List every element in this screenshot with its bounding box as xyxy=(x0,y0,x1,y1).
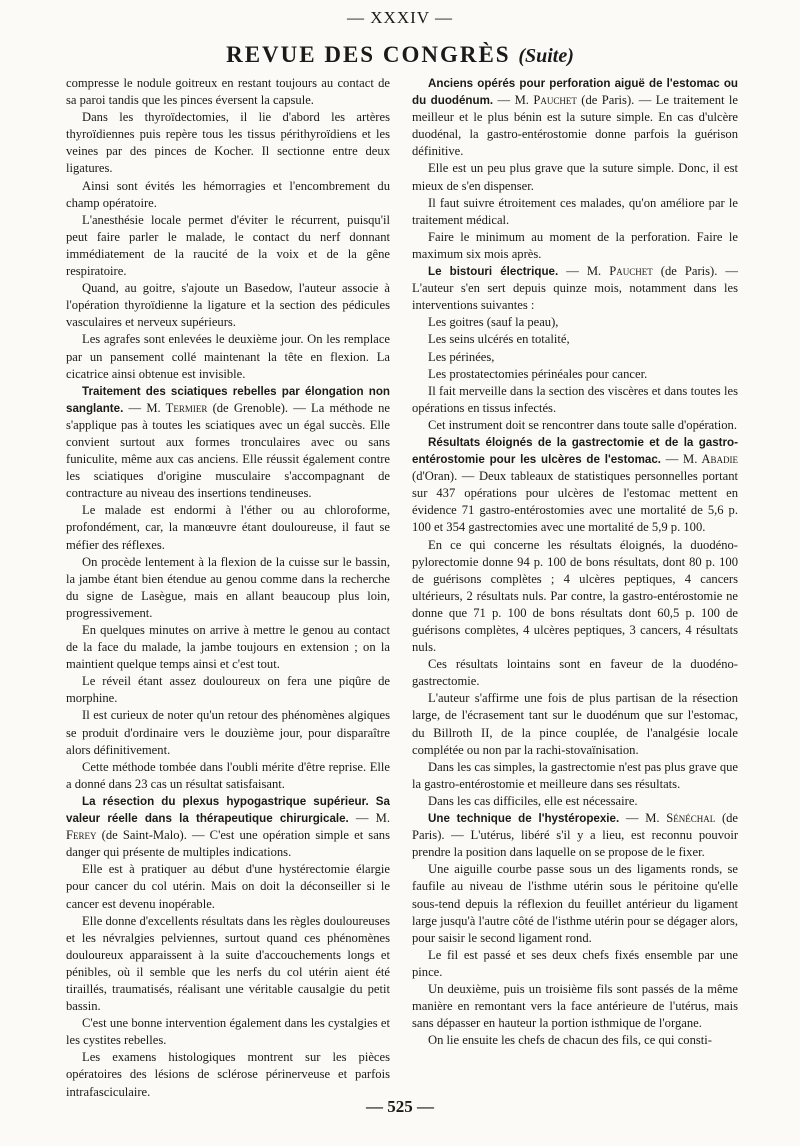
paragraph-text: C'est une opération simple et sans danger qui présente de multiples indications. xyxy=(66,828,390,860)
author-name: M. Pauchet xyxy=(586,264,653,279)
paragraph: Dans les cas simples, la gastrectomie n'est pas plus grave que la gastro-entérostomie et meilleure dans ses résultats. xyxy=(412,759,738,791)
paragraph: Le malade est endormi à l'éther ou au chloroforme, profondément, car, la manœuvre étant douloureuse, il faut se méfier des réflexes. xyxy=(66,503,390,552)
author-place: (de Paris). xyxy=(412,811,739,843)
author-name: M. Sénéchal xyxy=(645,811,716,826)
author-place: (de Grenoble). xyxy=(212,400,289,415)
paragraph: On lie ensuite les chefs de chacun des fils, ce qui consti- xyxy=(428,1033,712,1048)
paragraph: Dans les cas difficiles, elle est nécessaire. xyxy=(428,793,638,808)
section-paragraph: Traitement des sciatiques rebelles par élongation non sanglante. — M. Termier (de Grenoble). — La méthode ne s'applique pas à toutes les sciatiques avec un égal succès. Elle convient surtout aux formes tronculaires avec ou sans funiculite, même aux cas anciens. Elle réussit également contre les sciatiques d'origine musculaire s'accompagnant de contracture au niveau des insertions tendineuses. xyxy=(66,384,390,501)
author-place: (de Paris). xyxy=(581,93,635,108)
page-number: — 525 — xyxy=(366,1097,434,1116)
paragraph: C'est une bonne intervention également dans les cystalgies et les cystites rebelles. xyxy=(66,1016,390,1048)
author-name: M. Pauchet xyxy=(514,93,577,108)
list-item: Les périnées, xyxy=(428,349,495,364)
paragraph-text: La méthode ne s'applique pas à toutes les sciatiques avec un égal succès. Elle convient surtout aux formes tronculaires avec ou sans funiculite, même aux cas anciens. Elle réussit également contre les sciatiques d'origine musculaire s'accompagnant de contracture au niveau des insertions tendineuses. xyxy=(66,400,390,501)
paragraph: Le réveil étant assez douloureux on fera une piqûre de morphine. xyxy=(66,674,390,706)
page-title-suite: (Suite) xyxy=(518,45,574,67)
author-place: (de Saint-Malo). xyxy=(101,828,187,843)
paragraph: Les agrafes sont enlevées le deuxième jour. On les remplace par un pansement collé maintenant la tête en flexion. La cicatrice ainsi obtenue est invisible. xyxy=(66,332,390,381)
paragraph: Il est curieux de noter qu'un retour des phénomènes algiques se produit d'ordinaire vers le douzième jour, pour disparaître alors définitivement. xyxy=(66,708,390,757)
paragraph: En quelques minutes on arrive à mettre le genou au contact de la face du malade, la jambe toujours en extension ; on la maintient quelque temps ainsi et c'est tout. xyxy=(66,623,390,672)
section-heading: Résultats éloignés de la gastrectomie et de la gastro-entérostomie pour les ulcères de l'estomac. xyxy=(412,435,738,467)
right-column xyxy=(412,75,738,1085)
section-heading: La résection du plexus hypogastrique supérieur. Sa valeur réelle dans la thérapeutique chirurgicale. xyxy=(66,794,390,826)
list-item: Les seins ulcérés en totalité, xyxy=(428,332,570,347)
author-name: M. Termier xyxy=(146,400,208,415)
author-name: M. Ferey xyxy=(66,811,390,843)
paragraph: Le fil est passé et ses deux chefs fixés ensemble par une pince. xyxy=(412,947,738,979)
section-heading: Le bistouri électrique. xyxy=(428,265,559,279)
section-heading: Une technique de l'hystéropexie. xyxy=(428,812,620,826)
page-title xyxy=(0,42,800,68)
section-paragraph: Résultats éloignés de la gastrectomie et de la gastro-entérostomie pour les ulcères de l'estomac. — M. Abadie (d'Oran). — Deux tableaux de statistiques personnelles portant sur 437 opérations pour ulcères de l'estomac mettent en évidence 71 gastro-entérostomies avec une mortalité de 5,6 p. 100 et 354 gastrectomies avec une mortalité de 5,9 p. 100. xyxy=(412,435,738,535)
paragraph: Elle donne d'excellents résultats dans les règles douloureuses et les névralgies pelviennes, surtout quand ces phénomènes douloureux apparaissent à la suite d'accouchements longs et pénibles, où il semble que les nerfs du col utérin aient été tiraillés, traumatisés, réalisant une véritable causalgie du petit bassin. xyxy=(66,913,390,1014)
section-paragraph: Le bistouri électrique. — M. Pauchet (de Paris). — L'auteur s'en sert depuis quinze mois, notamment dans les interventions suivantes : xyxy=(412,264,739,313)
section-paragraph: La résection du plexus hypogastrique supérieur. Sa valeur réelle dans la thérapeutique chirurgicale. — M. Ferey (de Saint-Malo). — C'est une opération simple et sans danger qui présente de multiples indications. xyxy=(66,794,390,860)
paragraph: Une aiguille courbe passe sous un des ligaments ronds, se faufile au niveau de l'isthme utérin sous le péritoine qu'elle sous-tend depuis la réflexion du feuillet antérieur du ligament large jusqu'à l'autre côté de l'isthme utérin pour se dégager alors, pour saisir le second ligament rond. xyxy=(412,862,738,945)
paragraph: Faire le minimum au moment de la perforation. Faire le maximum six mois après. xyxy=(412,229,738,261)
paragraph: Elle est à pratiquer au début d'une hystérectomie élargie pour cancer du col utérin. Mais on doit la déconseiller si le cancer est devenu inopérable. xyxy=(66,862,390,911)
author-place: (d'Oran). xyxy=(412,469,458,484)
author-place: (de Paris). xyxy=(660,264,718,279)
list-item: Les goitres (sauf la peau), xyxy=(428,315,559,330)
left-column xyxy=(66,75,390,1099)
paragraph: Cette méthode tombée dans l'oubli mérite d'être reprise. Elle a donné dans 23 cas un résultat satisfaisant. xyxy=(66,759,390,791)
paragraph: Ainsi sont évités les hémorragies et l'encombrement du champ opératoire. xyxy=(66,178,390,210)
paragraph: L'anesthésie locale permet d'éviter le récurrent, puisqu'il peut faire parler le malade, le contact du nerf donnant immédiatement de la raucité de la voix et de la gêne respiratoire. xyxy=(66,212,390,279)
paragraph: Elle est un peu plus grave que la suture simple. Donc, il est mieux de s'en dispenser. xyxy=(412,161,738,193)
paragraph-text: L'utérus, libéré s'il y a lieu, est reconnu pouvoir prendre la position dans laquelle on se propose de le fixer. xyxy=(412,828,739,860)
paragraph: Il faut suivre étroitement ces malades, qu'on améliore par le traitement médical. xyxy=(412,195,738,227)
section-paragraph: Anciens opérés pour perforation aiguë de l'estomac ou du duodénum. — M. Pauchet (de Paris). — Le traitement le meilleur et le plus bénin est la suture simple. En cas d'ulcère duodénal, la gastro-entérostomie donne parfois la guérison définitive. xyxy=(412,77,738,159)
paragraph: compresse le nodule goitreux en restant toujours au contact de sa paroi tandis que les pinces éversent la capsule. xyxy=(66,76,390,108)
page-section-number: — XXXIV — xyxy=(347,8,453,27)
section-paragraph: Une technique de l'hystéropexie. — M. Sénéchal (de Paris). — L'utérus, libéré s'il y a lieu, est reconnu pouvoir prendre la position dans laquelle on se propose de le fixer. xyxy=(412,811,739,860)
list-item: Les prostatectomies périnéales pour cancer. xyxy=(428,366,648,381)
paragraph: Dans les thyroïdectomies, il lie d'abord les artères thyroïdiennes puis repère tous les tissus périthyroïdiens et les veines par des pinces de Kocher. Il sectionne entre deux ligatures. xyxy=(66,110,390,176)
section-heading: Traitement des sciatiques rebelles par élongation non sanglante. xyxy=(66,384,390,415)
paragraph: Les examens histologiques montrent sur les pièces opératoires des lésions de sclérose périnerveuse et parfois intrafasciculaire. xyxy=(66,1050,390,1099)
author-name: M. Abadie xyxy=(683,452,738,467)
paragraph-text: L'auteur s'en sert depuis quinze mois, notamment dans les interventions suivantes : xyxy=(412,281,738,313)
paragraph: Cet instrument doit se rencontrer dans toute salle d'opération. xyxy=(428,417,737,432)
paragraph: Ces résultats lointains sont en faveur de la duodéno-gastrectomie. xyxy=(412,657,738,689)
page-title-text: REVUE DES CONGRÈS xyxy=(226,42,519,67)
paragraph: L'auteur s'affirme une fois de plus partisan de la résection large, de l'écrasement tant sur le duodénum que sur l'estomac, du Billroth II, de la pince couplée, de l'analgésie locale complétée ou non par la rachi-stovaïnisation. xyxy=(412,691,738,757)
paragraph: Un deuxième, puis un troisième fils sont passés de la même manière en remontant vers la face antérieure de l'utérus, mais sans dépasser en hauteur la portion isthmique de l'organe. xyxy=(412,981,738,1031)
paragraph: On procède lentement à la flexion de la cuisse sur le bassin, la jambe étant bien étendue au genou comme dans la recherche du signe de Lasègue, mais en allant beaucoup plus loin, progressivement. xyxy=(66,554,390,620)
section-heading: Anciens opérés pour perforation aiguë de l'estomac ou du duodénum. xyxy=(412,77,738,108)
paragraph: Quand, au goitre, s'ajoute un Basedow, l'auteur associe à l'opération thyroïdienne la ligature et la section des pédicules vasculaires et nerveux supérieurs. xyxy=(66,281,390,330)
paragraph-text: Le traitement le meilleur et le plus bénin est la suture simple. En cas d'ulcère duodénal, la gastro-entérostomie donne parfois la guérison définitive. xyxy=(412,93,738,159)
paragraph: En ce qui concerne les résultats éloignés, la duodéno-pylorectomie donne 94 p. 100 de bons résultats, dont 80 p. 100 de guérisons complètes ; 4 ulcères peptiques, 4 cancers ultérieurs, 2 résultats nuls. Par contre, la gastro-entérostomie ne donne que 71 p. 100 de bons résultats dont 60,5 p. 100 de guérisons complètes, 4 ulcères peptiques, 3 cancers, 4 résultats nuls. xyxy=(412,537,738,655)
paragraph-text: Deux tableaux de statistiques personnelles portant sur 437 opérations pour ulcères de l'estomac mettent en évidence 71 gastro-entérostomies avec une mortalité de 5,6 p. 100 et 354 gastrectomies avec une mortalité de 5,9 p. 100. xyxy=(412,469,738,535)
paragraph: Il fait merveille dans la section des viscères et dans toutes les opérations en tissus infectés. xyxy=(412,383,738,415)
